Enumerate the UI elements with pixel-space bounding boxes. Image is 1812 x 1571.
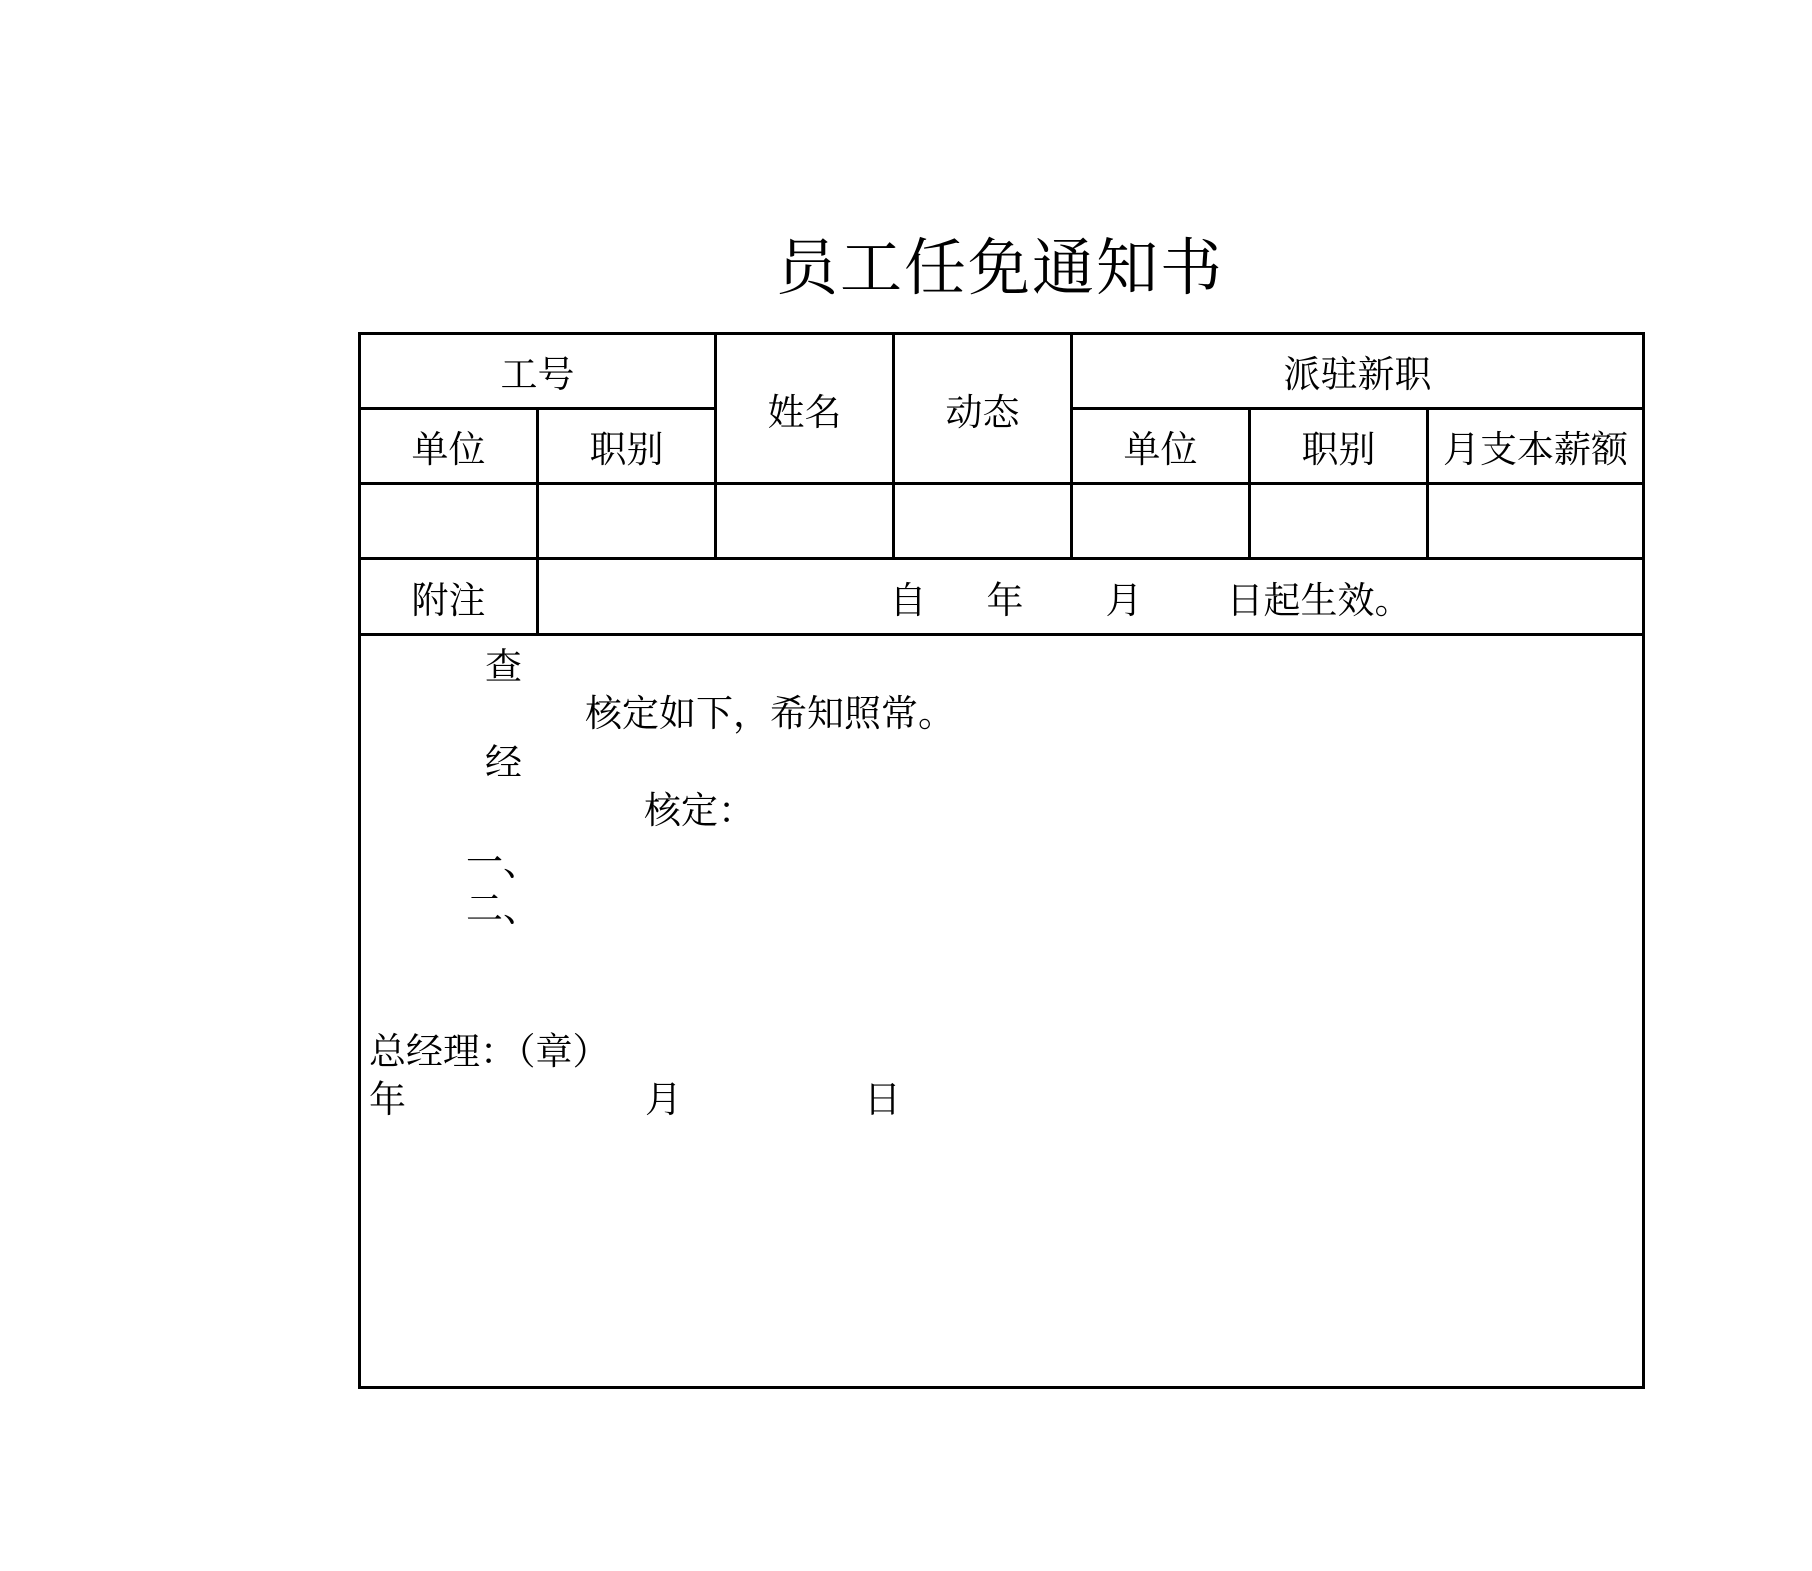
item-two: 二、 — [466, 887, 540, 930]
header-new-rank: 职别 — [1250, 409, 1428, 484]
remarks-effective-date[interactable] — [538, 559, 1644, 635]
header-rank: 职别 — [538, 409, 716, 484]
entry-new-rank-cell[interactable] — [1250, 484, 1428, 559]
remarks-month: 月 — [1105, 578, 1143, 622]
header-row-1 — [360, 334, 1644, 409]
header-monthly-salary: 月支本薪额 — [1428, 409, 1644, 484]
header-unit: 单位 — [360, 409, 538, 484]
date-day: 日 — [864, 1078, 901, 1121]
entry-unit-cell[interactable] — [360, 484, 538, 559]
header-name: 姓名 — [716, 334, 894, 484]
entry-status-cell[interactable] — [894, 484, 1072, 559]
remarks-year: 年 — [986, 578, 1024, 622]
manager-signature-label: 总经理：（章） — [369, 1030, 610, 1073]
entry-row — [360, 484, 1644, 559]
remarks-label: 附注 — [360, 559, 538, 635]
remarks-from: 自 — [889, 578, 927, 622]
entry-rank-cell[interactable] — [538, 484, 716, 559]
verify-text: 核定如下，希知照常。 — [585, 692, 955, 735]
approved-label: 核定： — [644, 789, 755, 832]
document-title: 员工任免通知书 — [775, 231, 1224, 304]
header-employee-id: 工号 — [360, 334, 716, 409]
remarks-row — [360, 559, 1644, 635]
notice-body — [358, 634, 1645, 1389]
entry-salary-cell[interactable] — [1428, 484, 1644, 559]
entry-name-cell[interactable] — [716, 484, 894, 559]
check-char: 查 — [485, 645, 522, 688]
header-status: 动态 — [894, 334, 1072, 484]
date-month: 月 — [645, 1078, 682, 1121]
date-year: 年 — [369, 1078, 406, 1121]
appointment-form-table — [358, 332, 1645, 636]
by-char: 经 — [485, 741, 522, 784]
header-new-unit: 单位 — [1072, 409, 1250, 484]
header-new-post: 派驻新职 — [1072, 334, 1644, 409]
entry-new-unit-cell[interactable] — [1072, 484, 1250, 559]
item-one: 一、 — [466, 841, 540, 884]
remarks-day-effective: 日起生效。 — [1226, 578, 1412, 622]
